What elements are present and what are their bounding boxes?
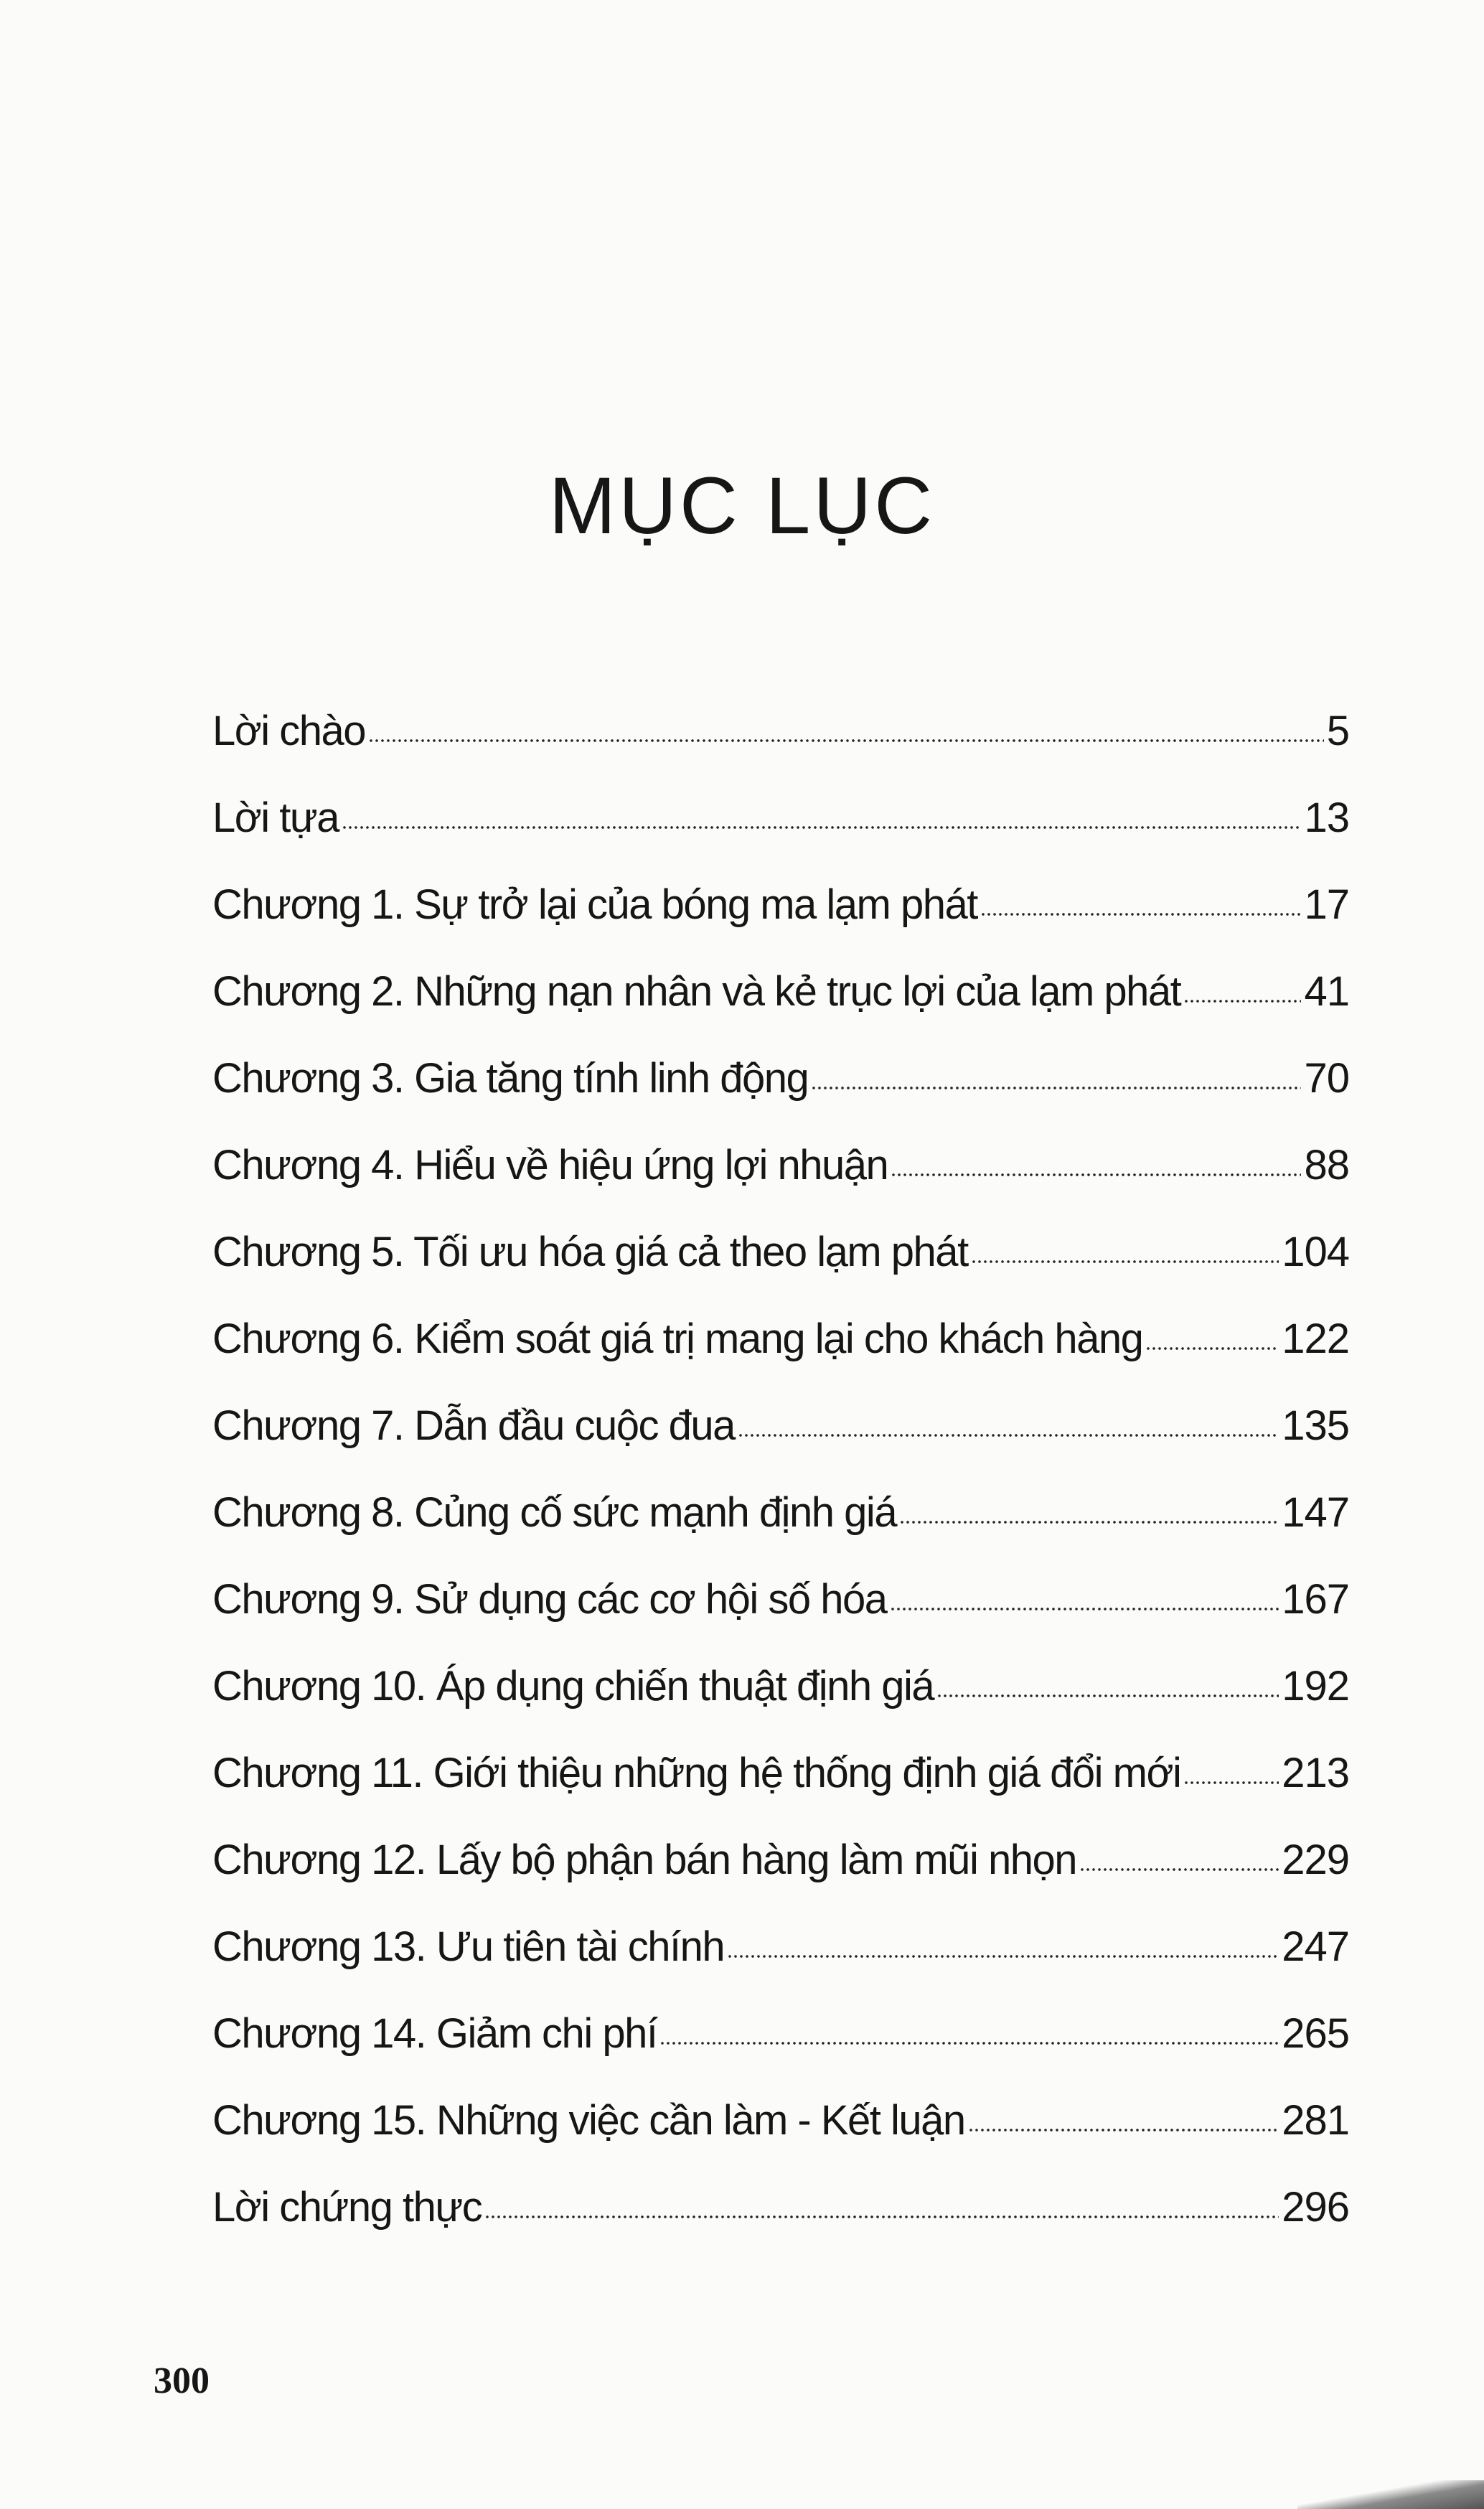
toc-entry-label: Chương 5. Tối ưu hóa giá cả theo lạm phát <box>212 1229 968 1275</box>
toc-entry <box>212 1575 1349 1662</box>
toc-entry-page: 147 <box>1282 1489 1349 1536</box>
toc-entry-label: Chương 12. Lấy bộ phận bán hàng làm mũi nhọn <box>212 1837 1076 1883</box>
toc-entry-page: 281 <box>1282 2097 1349 2144</box>
toc-entry-label: Chương 11. Giới thiệu những hệ thống định giá đổi mới <box>212 1750 1181 1796</box>
dot-leader <box>971 1259 1279 1265</box>
toc-entry <box>212 1662 1349 1749</box>
dot-leader <box>368 738 1324 744</box>
toc-entry-page: 192 <box>1282 1663 1349 1710</box>
dot-leader <box>1145 1346 1279 1351</box>
toc-entry-label: Lời chào <box>212 708 366 754</box>
toc-entry-page: 70 <box>1304 1055 1349 1102</box>
dot-leader <box>968 2127 1279 2133</box>
toc-entry-label: Chương 10. Áp dụng chiến thuật định giá <box>212 1663 934 1710</box>
toc-entry <box>212 1054 1349 1141</box>
toc-entry <box>212 707 1349 794</box>
toc-entry <box>212 1836 1349 1923</box>
toc-entry <box>212 881 1349 967</box>
dot-leader <box>890 1606 1279 1612</box>
toc-entry-label: Lời tựa <box>212 794 339 841</box>
toc-entry-label: Chương 14. Giảm chi phí <box>212 2010 657 2057</box>
toc-entry-label: Chương 2. Những nạn nhân và kẻ trục lợi của lạm phát <box>212 968 1181 1015</box>
toc-entry <box>212 1228 1349 1315</box>
toc-entry-page: 167 <box>1282 1576 1349 1623</box>
dot-leader <box>1183 1780 1279 1786</box>
toc-entry-label: Chương 13. Ưu tiên tài chính <box>212 1923 725 1970</box>
toc-entry-page: 265 <box>1282 2010 1349 2057</box>
toc-entry-page: 296 <box>1282 2184 1349 2231</box>
toc-entry <box>212 967 1349 1054</box>
dot-leader <box>738 1432 1279 1438</box>
dot-leader <box>899 1519 1279 1525</box>
toc-entry <box>212 1141 1349 1228</box>
toc-entry-label: Chương 6. Kiểm soát giá trị mang lại cho khách hàng <box>212 1316 1143 1362</box>
page-title: MỤC LỤC <box>548 461 936 550</box>
toc-entry <box>212 1923 1349 2009</box>
toc-entry-page: 17 <box>1304 881 1349 928</box>
toc-entry <box>212 2009 1349 2096</box>
toc-entry-label: Lời chứng thực <box>212 2184 482 2231</box>
toc-entry-page: 13 <box>1304 794 1349 841</box>
toc-entry-label: Chương 3. Gia tăng tính linh động <box>212 1055 809 1102</box>
toc-entry-page: 135 <box>1282 1402 1349 1449</box>
toc-entry <box>212 1315 1349 1402</box>
toc-entry <box>212 2096 1349 2183</box>
toc-entry <box>212 1749 1349 1836</box>
toc-entry <box>212 2183 1349 2270</box>
table-of-contents <box>212 707 1349 2270</box>
dot-leader <box>1183 998 1301 1004</box>
toc-entry-label: Chương 9. Sử dụng các cơ hội số hóa <box>212 1576 887 1623</box>
dot-leader <box>1079 1867 1279 1872</box>
toc-entry <box>212 1488 1349 1575</box>
toc-entry <box>212 1402 1349 1488</box>
dot-leader <box>342 825 1301 830</box>
dot-leader <box>936 1693 1279 1699</box>
toc-entry-page: 247 <box>1282 1923 1349 1970</box>
toc-entry-page: 122 <box>1282 1316 1349 1362</box>
toc-entry-label: Chương 15. Những việc cần làm - Kết luận <box>212 2097 965 2144</box>
toc-entry-label: Chương 1. Sự trở lại của bóng ma lạm phát <box>212 881 977 928</box>
toc-entry-page: 88 <box>1304 1142 1349 1188</box>
dot-leader <box>484 2214 1279 2220</box>
toc-entry-label: Chương 7. Dẫn đầu cuộc đua <box>212 1402 735 1449</box>
toc-entry-page: 5 <box>1326 708 1349 754</box>
page-number: 300 <box>154 2360 210 2401</box>
dot-leader <box>980 911 1302 917</box>
dot-leader <box>659 2040 1279 2046</box>
toc-entry-label: Chương 8. Củng cố sức mạnh định giá <box>212 1489 897 1536</box>
toc-entry-page: 104 <box>1282 1229 1349 1275</box>
toc-entry-label: Chương 4. Hiểu về hiệu ứng lợi nhuận <box>212 1142 888 1188</box>
dot-leader <box>891 1172 1301 1178</box>
dot-leader <box>727 1954 1279 1959</box>
toc-entry-page: 41 <box>1304 968 1349 1015</box>
page-edge-shadow <box>1297 2480 1484 2509</box>
toc-entry-page: 229 <box>1282 1837 1349 1883</box>
toc-entry <box>212 794 1349 881</box>
toc-entry-page: 213 <box>1282 1750 1349 1796</box>
dot-leader <box>811 1085 1301 1091</box>
